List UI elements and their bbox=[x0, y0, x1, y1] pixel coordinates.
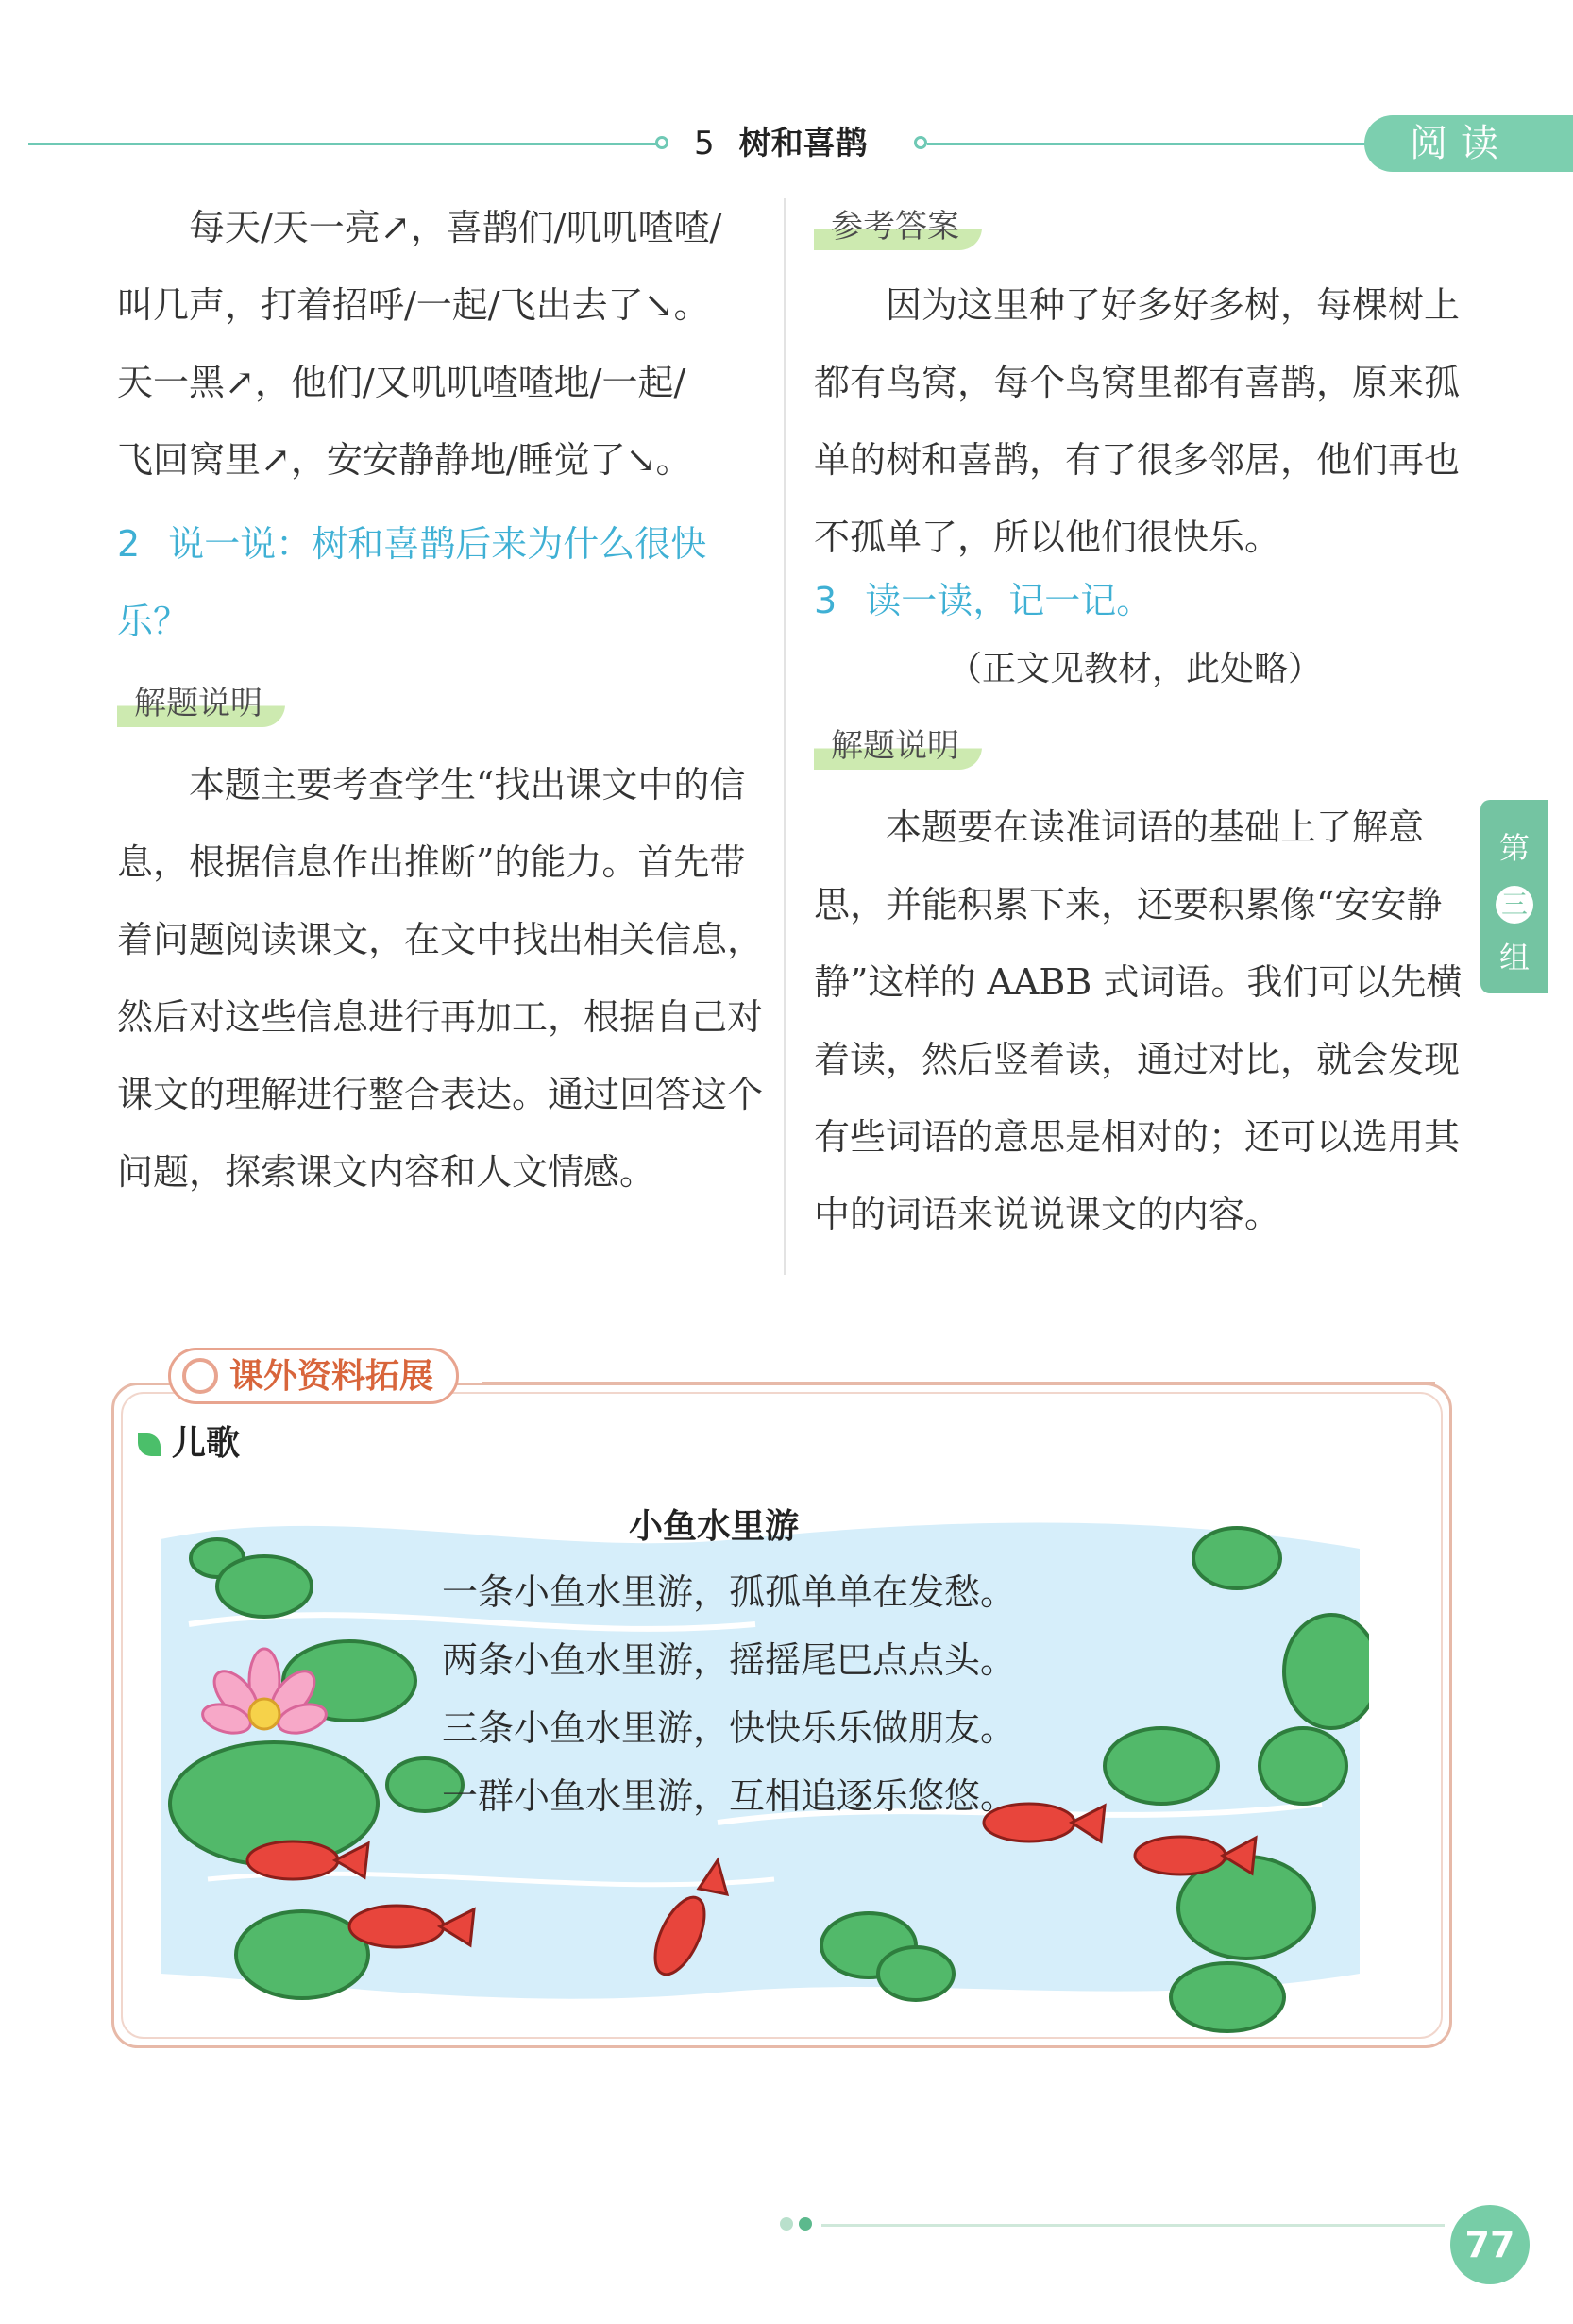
poem-line: 一条小鱼水里游，孤孤单单在发愁。 bbox=[442, 1571, 1017, 1613]
column-divider bbox=[784, 198, 786, 1275]
header-dot-right bbox=[914, 136, 927, 149]
question-3 bbox=[814, 562, 1463, 639]
header-line-left bbox=[28, 143, 659, 145]
extension-title bbox=[168, 1348, 459, 1404]
unit-tab-number: 三 bbox=[1496, 886, 1533, 924]
unit-tab-bottom: 组 bbox=[1498, 940, 1530, 975]
poem-line: 两条小鱼水里游，摇摇尾巴点点头。 bbox=[442, 1639, 1017, 1681]
header-dot-left bbox=[655, 136, 668, 149]
lily-pad bbox=[1284, 1615, 1369, 1728]
explain-text-left: 本题主要考查学生“找出课文中的信息，根据信息作出推断”的能力。首先带着问题阅读课文，在文中找出相关信息，然后对这些信息进行再加工，根据自己对课文的理解进行整合表达。通过回答这个问题，探索课文内容和人文情感。 bbox=[117, 764, 764, 1193]
subheading bbox=[138, 1416, 240, 1465]
poem bbox=[442, 1558, 1016, 1830]
lily-pad bbox=[217, 1556, 312, 1617]
reading-passage bbox=[117, 189, 765, 499]
lesson-number: 5 bbox=[694, 125, 715, 162]
header-line-right bbox=[927, 143, 1380, 145]
textbook-note: （正文见教材，此处略） bbox=[948, 650, 1323, 688]
footer-line bbox=[821, 2224, 1445, 2227]
unit-side-tab bbox=[1480, 800, 1548, 993]
reading-line: 叫几声，打着招呼/一起/飞出去了↘。 bbox=[117, 284, 710, 326]
reading-line: 飞回窝里↗，安安静静地/睡觉了↘。 bbox=[117, 439, 692, 481]
section-tab: 阅读 bbox=[1364, 115, 1573, 172]
reading-line: 天一黑↗，他们/又叽叽喳喳地/一起/ bbox=[117, 362, 686, 403]
unit-tab-top: 第 bbox=[1498, 830, 1530, 866]
extension-top-line bbox=[482, 1382, 1435, 1384]
subheading-text: 儿歌 bbox=[172, 1424, 241, 1463]
explain-text-right: 本题要在读准词语的基础上了解意思，并能积累下来，还要积累像“安安静静”这样的 AABB 式词语。我们可以先横着读，然后竖着读，通过对比，就会发现有些词语的意思是相对的；还可以选用其中的词语来说说课文的内容。 bbox=[814, 806, 1463, 1235]
question-text: 读一读，记一记。 bbox=[865, 580, 1153, 621]
lily-pad bbox=[878, 1947, 954, 2000]
reading-line: 每天/天一亮↗，喜鹊们/叽叽喳喳/ bbox=[189, 207, 722, 248]
question-number: 3 bbox=[814, 580, 837, 621]
lily-pad bbox=[1105, 1728, 1218, 1804]
question-2 bbox=[117, 505, 765, 660]
explain-label-left: 解题说明 bbox=[117, 680, 285, 727]
swirl-icon bbox=[182, 1358, 218, 1394]
explain-label-right: 解题说明 bbox=[814, 722, 982, 770]
lily-pad bbox=[1260, 1728, 1346, 1804]
leaf-icon bbox=[138, 1433, 161, 1456]
lesson-title bbox=[694, 117, 868, 163]
question-number: 2 bbox=[117, 523, 141, 565]
lily-pad bbox=[1171, 1963, 1284, 2031]
footer-dot bbox=[780, 2217, 793, 2231]
poem-line: 三条小鱼水里游，快快乐乐做朋友。 bbox=[442, 1707, 1017, 1749]
lesson-title-text: 树和喜鹊 bbox=[738, 125, 868, 162]
answer-text: 因为这里种了好多好多树，每棵树上都有鸟窝，每个鸟窝里都有喜鹊，原来孤单的树和喜鹊，有了很多邻居，他们再也不孤单了，所以他们很快乐。 bbox=[814, 284, 1461, 558]
poem-line: 一群小鱼水里游，互相追逐乐悠悠。 bbox=[442, 1775, 1017, 1817]
extension-title-text: 课外资料拓展 bbox=[229, 1357, 434, 1396]
poem-title: 小鱼水里游 bbox=[629, 1507, 800, 1546]
lily-pad bbox=[1193, 1528, 1280, 1588]
question-text: 说一说：树和喜鹊后来为什么很快乐？ bbox=[117, 523, 707, 642]
answer-label: 参考答案 bbox=[814, 203, 982, 250]
page-number: 77 bbox=[1450, 2205, 1530, 2284]
footer-dot bbox=[799, 2217, 812, 2231]
